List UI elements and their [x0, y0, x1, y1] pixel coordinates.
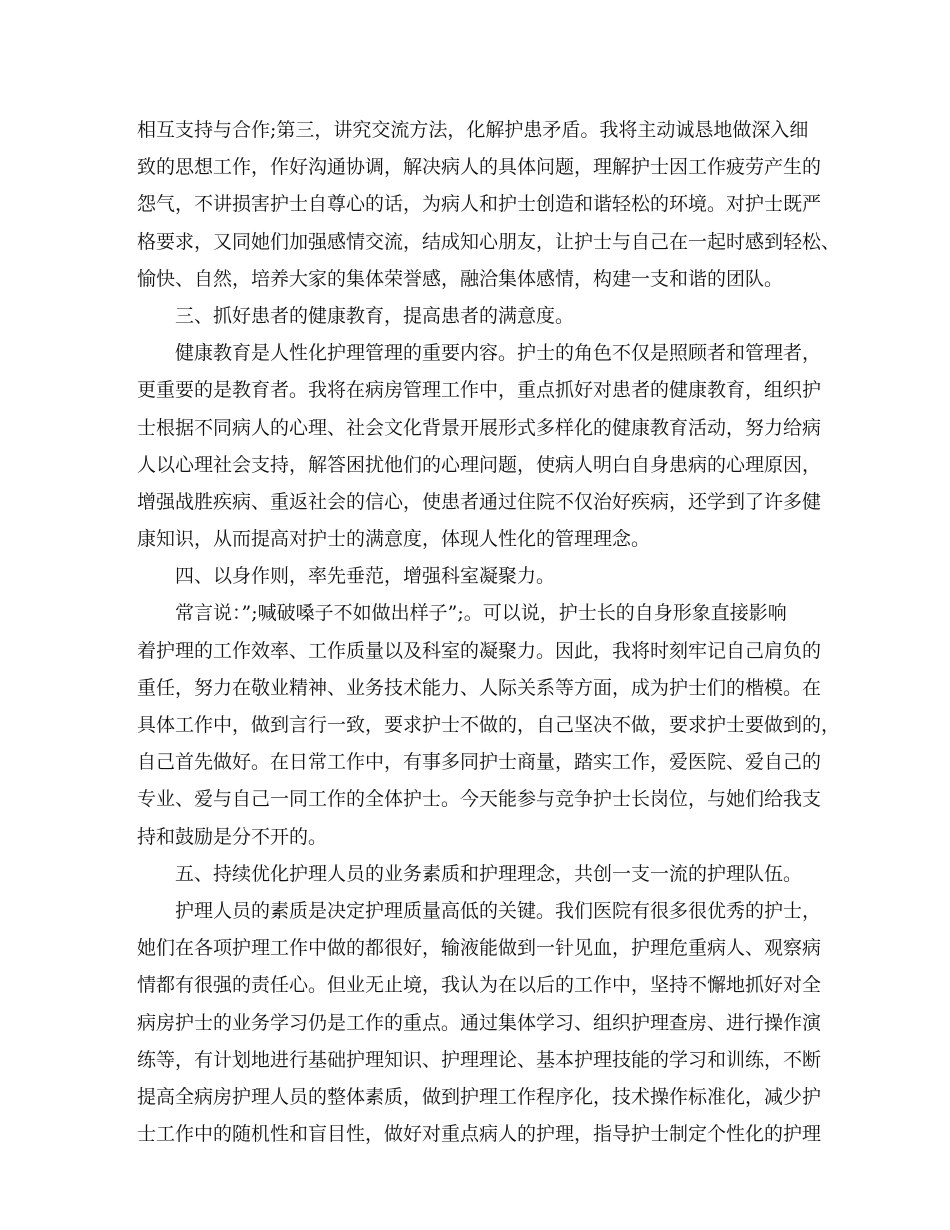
text-line: 康知识，从而提高对护士的满意度，体现人性化的管理理念。 — [137, 528, 651, 551]
text-line: 自己首先做好。在日常工作中，有事多同护士商量，踏实工作，爱医院、爱自己的 — [137, 751, 822, 774]
paragraph-first-line: 三、抓好患者的健康教育，提高患者的满意度。 — [175, 304, 575, 327]
body-text — [137, 112, 841, 1153]
text-line: 致的思想工作，作好沟通协调，解决病人的具体问题，理解护士因工作疲劳产生的 — [137, 156, 822, 179]
paragraph-first-line: 四、以身作则，率先垂范，增强科室凝聚力。 — [175, 565, 556, 588]
paragraph-first-line: 常言说：”;喊破嗓子不如做出样子”;。可以说，护士长的自身形象直接影响 — [175, 602, 787, 625]
text-line: 专业、爱与自己一同工作的全体护士。今天能参与竞争护士长岗位，与她们给我支 — [137, 788, 822, 811]
text-line: 具体工作中，做到言行一致，要求护士不做的，自己坚决不做，要求护士要做到的， — [137, 714, 841, 736]
text-line: 练等，有计划地进行基础护理知识、护理理论、基本护理技能的学习和训练，不断 — [137, 1048, 822, 1071]
text-line: 士根据不同病人的心理、社会文化背景开展形式多样化的健康教育活动，努力给病 — [137, 416, 822, 439]
text-line: 格要求，又同她们加强感情交流，结成知心朋友，让护士与自己在一起时感到轻松、 — [137, 230, 841, 253]
text-line: 提高全病房护理人员的整体素质，做到护理工作程序化，技术操作标准化，减少护 — [137, 1085, 822, 1108]
text-line: 病房护士的业务学习仍是工作的重点。通过集体学习、组织护理查房、进行操作演 — [137, 1011, 822, 1034]
text-line: 人以心理社会支持，解答困扰他们的心理问题，使病人明白自身患病的心理原因， — [137, 453, 822, 476]
paragraph-first-line: 护理人员的素质是决定护理质量高低的关键。我们医院有很多很优秀的护士， — [175, 899, 822, 922]
text-line: 重任，努力在敬业精神、业务技术能力、人际关系等方面，成为护士们的楷模。在 — [137, 676, 822, 699]
text-line: 相互支持与合作;第三，讲究交流方法，化解护患矛盾。我将主动诚恳地做深入细 — [137, 119, 809, 141]
text-line: 她们在各项护理工作中做的都很好，输液能做到一针见血，护理危重病人、观察病 — [137, 937, 822, 960]
text-line: 愉快、自然，培养大家的集体荣誉感，融洽集体感情，构建一支和谐的团队。 — [137, 267, 784, 290]
paragraph-first-line: 健康教育是人性化护理管理的重要内容。护士的角色不仅是照顾者和管理者， — [175, 342, 822, 365]
text-line: 士工作中的随机性和盲目性，做好对重点病人的护理，指导护士制定个性化的护理 — [137, 1123, 822, 1146]
text-line: 着护理的工作效率、工作质量以及科室的凝聚力。因此，我将时刻牢记自己肩负的 — [137, 639, 822, 662]
text-line: 更重要的是教育者。我将在病房管理工作中，重点抓好对患者的健康教育，组织护 — [137, 379, 822, 402]
paragraph-first-line: 五、持续优化护理人员的业务素质和护理理念，共创一支一流的护理队伍。 — [175, 862, 803, 885]
text-line: 怨气，不讲损害护士自尊心的话，为病人和护士创造和谐轻松的环境。对护士既严 — [137, 193, 822, 216]
text-line: 情都有很强的责任心。但业无止境，我认为在以后的工作中，坚持不懈地抓好对全 — [137, 974, 822, 997]
text-line: 增强战胜疾病、重返社会的信心，使患者通过住院不仅治好疾病，还学到了许多健 — [137, 490, 822, 513]
text-line: 持和鼓励是分不开的。 — [137, 825, 328, 848]
